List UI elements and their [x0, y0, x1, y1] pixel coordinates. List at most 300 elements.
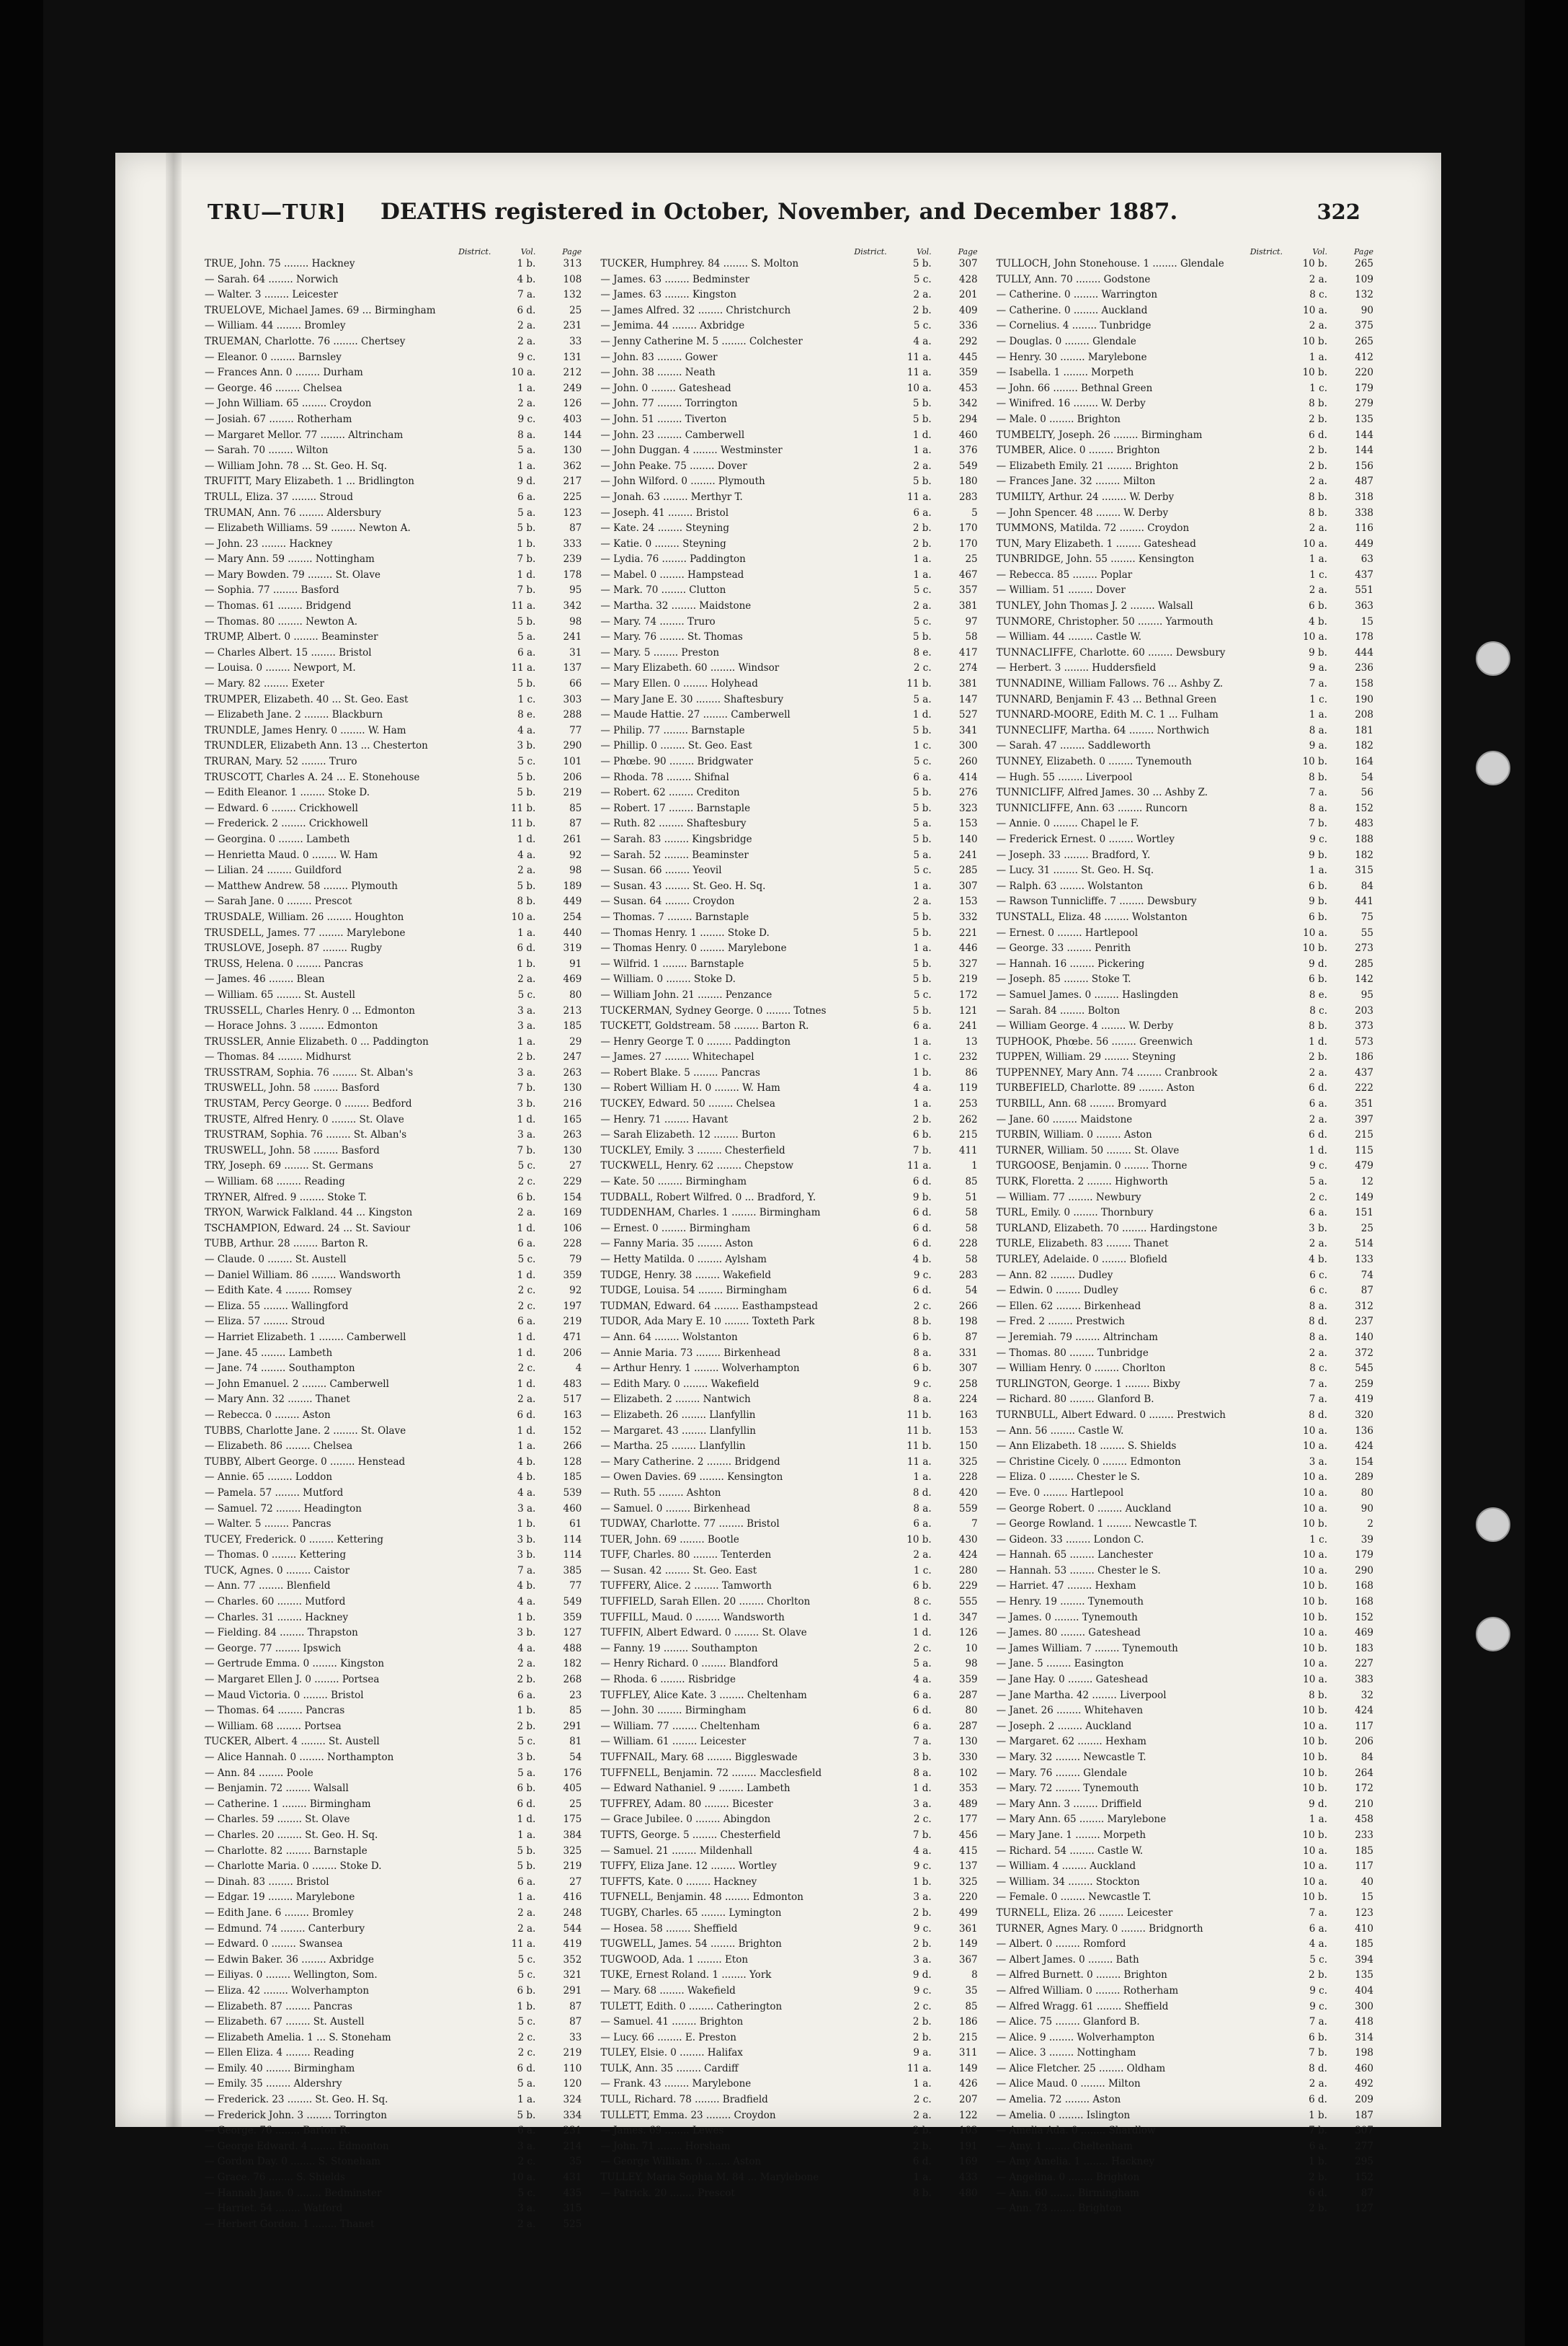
register-entry	[600, 1672, 977, 1688]
entry-volume: 3 a.	[913, 1953, 932, 1966]
entry-name: — George. 33 ........ Penrith	[996, 942, 1131, 955]
entry-page: 109	[1355, 273, 1373, 285]
register-entry	[205, 1502, 582, 1517]
entry-name: — Arthur Henry. 1 ........ Wolverhampton	[600, 1362, 800, 1375]
entry-page: 142	[1355, 973, 1373, 986]
entry-volume: 9 c.	[517, 351, 536, 363]
entry-name: — Claude. 0 ........ St. Austell	[205, 1254, 347, 1265]
entry-name: — Jemima. 44 ........ Axbridge	[600, 320, 745, 332]
entry-page: 92	[569, 1285, 582, 1297]
entry-page: 342	[563, 600, 582, 612]
entry-volume: 10 a.	[1303, 1564, 1327, 1576]
register-entry	[997, 1252, 1373, 1268]
register-entry	[997, 2170, 1373, 2186]
entry-volume: 10 a.	[1303, 1845, 1327, 1857]
register-entry	[600, 1392, 977, 1408]
entry-volume: 9 a.	[913, 2047, 932, 2059]
entry-name: — William John. 78 ... St. Geo. H. Sq.	[205, 460, 388, 472]
entry-name: — James. 0 ........ Tynemouth	[996, 1611, 1138, 1623]
entry-page: 35	[569, 2156, 582, 2168]
entry-name: — Horace Johns. 3 ........ Edmonton	[205, 1020, 378, 1032]
entry-volume: 3 a.	[517, 1129, 536, 1141]
register-entry	[205, 1221, 582, 1237]
entry-page: 144	[1355, 445, 1373, 457]
register-entry	[205, 257, 582, 272]
register-entry	[997, 1968, 1373, 1984]
entry-volume: 9 c.	[1309, 1984, 1327, 1997]
entry-volume: 8 e.	[913, 646, 932, 659]
entry-name: TUCKETT, Goldstream. 58 ........ Barton R.	[600, 1020, 809, 1032]
entry-page: 433	[958, 2172, 978, 2184]
entry-volume: 10 b.	[1302, 1736, 1327, 1748]
register-entry	[997, 1875, 1373, 1891]
entry-volume: 6 a.	[517, 1316, 536, 1328]
register-entry	[997, 1502, 1373, 1517]
index-column-3	[997, 245, 1373, 2232]
entry-page: 254	[563, 911, 582, 923]
register-entry	[600, 1455, 977, 1471]
entry-volume: 1 b.	[912, 1066, 932, 1079]
entry-volume: 11 b.	[906, 1409, 932, 1421]
entry-volume: 8 b.	[912, 2187, 932, 2199]
column-heading	[600, 245, 977, 257]
entry-volume: 8 c.	[1309, 1362, 1327, 1375]
entry-page: 367	[958, 1953, 978, 1966]
entry-page: 66	[569, 678, 582, 690]
entry-page: 95	[569, 584, 582, 597]
entry-name: TURNELL, Eliza. 26 ........ Leicester	[996, 1906, 1173, 1919]
entry-name: — Mary Ann. 65 ........ Marylebone	[996, 1814, 1167, 1826]
entry-name: TUCKEY, Edward. 50 ........ Chelsea	[600, 1098, 775, 1110]
entry-volume: 5 a.	[517, 1767, 536, 1779]
entry-volume: 5 c.	[913, 989, 932, 1001]
entry-page: 323	[958, 802, 978, 814]
entry-name: — Mary. 5 ........ Preston	[600, 646, 720, 659]
entry-volume: 1 d.	[517, 1269, 536, 1281]
entry-volume: 8 c.	[913, 1596, 932, 1608]
entry-page: 410	[1355, 1922, 1373, 1935]
register-entry	[997, 1672, 1373, 1688]
entry-page: 420	[958, 1486, 978, 1499]
entry-name: TRYNER, Alfred. 9 ........ Stoke T.	[205, 1191, 367, 1203]
register-entry	[205, 521, 582, 537]
entry-name: — Edward. 6 ........ Crickhowell	[205, 802, 358, 814]
entry-name: TUNNECLIFF, Martha. 64 ........ Northwich	[996, 724, 1210, 736]
entry-volume: 2 b.	[912, 1113, 932, 1125]
entry-volume: 2 a.	[517, 1658, 536, 1670]
entry-volume: 5 c.	[913, 756, 932, 767]
entry-volume: 8 e.	[1309, 989, 1327, 1001]
register-entry	[997, 459, 1373, 475]
entry-page: 539	[563, 1486, 582, 1499]
entry-name: — Thomas. 80 ........ Newton A.	[205, 615, 358, 628]
entry-volume: 8 a.	[1309, 1300, 1327, 1312]
entry-page: 80	[965, 1705, 978, 1717]
entry-volume: 11 b.	[906, 1440, 932, 1453]
register-entry	[997, 350, 1373, 366]
entry-volume: 2 b.	[517, 1674, 536, 1686]
entry-volume: 2 a.	[517, 1207, 536, 1219]
entry-page: 219	[563, 2047, 582, 2059]
entry-volume: 10 a.	[1303, 538, 1327, 550]
entry-name: — Ann. 82 ........ Dudley	[996, 1269, 1113, 1281]
entry-name: — Eliza. 0 ........ Chester le S.	[996, 1471, 1140, 1484]
entry-volume: 1 b.	[517, 958, 536, 970]
entry-page: 414	[958, 771, 978, 783]
entry-volume: 7 b.	[517, 553, 536, 566]
entry-name: — John William. 65 ........ Croydon	[205, 398, 372, 410]
register-entry	[205, 1734, 582, 1750]
register-entry	[600, 1486, 977, 1502]
entry-page: 444	[1355, 646, 1373, 659]
register-entry	[997, 646, 1373, 661]
entry-page: 445	[958, 351, 978, 363]
entry-page: 212	[563, 367, 582, 379]
entry-volume: 4 a.	[913, 335, 932, 347]
entry-name: — Angelina. 0 ........ Brighton	[996, 2172, 1140, 2184]
register-entry	[205, 816, 582, 832]
register-entry	[997, 785, 1373, 801]
entry-name: TUFF, Charles. 80 ........ Tenterden	[600, 1549, 772, 1561]
register-entry	[997, 910, 1373, 926]
entry-name: — Maud Victoria. 0 ........ Bristol	[205, 1689, 364, 1701]
entry-name: TUFFNELL, Benjamin. 72 ........ Macclesfield	[600, 1767, 822, 1779]
entry-page: 431	[563, 2172, 582, 2184]
entry-page: 258	[958, 1378, 978, 1390]
entry-page: 265	[1355, 258, 1373, 269]
entry-name: — William George. 4 ........ W. Derby	[996, 1020, 1174, 1032]
register-entry	[205, 474, 582, 490]
register-entry	[600, 1035, 977, 1051]
register-entry	[600, 568, 977, 584]
entry-page: 117	[1355, 1720, 1373, 1732]
entry-page: 287	[958, 1689, 978, 1701]
register-entry	[997, 739, 1373, 754]
register-entry	[205, 1035, 582, 1051]
entry-page: 140	[958, 833, 978, 845]
entry-page: 381	[958, 678, 978, 690]
entry-volume: 6 a.	[517, 646, 536, 659]
entry-volume: 1 c.	[1309, 1533, 1327, 1546]
entry-page: 33	[569, 2031, 582, 2043]
entry-page: 168	[1355, 1596, 1373, 1608]
entry-page: 185	[563, 1471, 582, 1484]
entry-page: 169	[958, 2156, 978, 2168]
register-entry	[600, 1408, 977, 1424]
entry-page: 353	[958, 1783, 978, 1795]
entry-page: 23	[569, 1689, 582, 1701]
register-entry	[997, 1236, 1373, 1252]
entry-page: 116	[1355, 522, 1373, 535]
entry-page: 144	[563, 429, 582, 441]
entry-page: 81	[569, 1736, 582, 1748]
binder-hole	[1476, 1617, 1510, 1651]
entry-name: TUFNELL, Benjamin. 48 ........ Edmonton	[600, 1891, 803, 1904]
entry-volume: 2 b.	[517, 1720, 536, 1732]
entry-page: 127	[1355, 2203, 1373, 2215]
register-entry	[997, 1299, 1373, 1315]
entry-page: 32	[1360, 1689, 1373, 1701]
entry-page: 117	[1355, 1860, 1373, 1873]
register-entry	[205, 785, 582, 801]
entry-volume: 6 a.	[517, 491, 536, 503]
register-entry	[997, 1112, 1373, 1128]
entry-page: 54	[965, 1285, 978, 1297]
entry-volume: 8 a.	[1309, 802, 1327, 814]
entry-page: 225	[563, 491, 582, 503]
entry-volume: 7 a.	[1309, 1906, 1327, 1919]
register-entry	[997, 1922, 1373, 1937]
entry-volume: 11 a.	[906, 491, 932, 503]
entry-volume: 5 b.	[517, 1845, 536, 1857]
entry-volume: 8 d.	[1309, 2062, 1327, 2074]
register-entry	[600, 1641, 977, 1657]
binder-hole	[1476, 641, 1510, 676]
entry-volume: 4 a.	[913, 1082, 932, 1094]
entry-name: TUGBY, Charles. 65 ........ Lymington	[600, 1906, 782, 1919]
entry-name: — Samuel. 41 ........ Brighton	[600, 2016, 744, 2028]
entry-volume: 8 b.	[517, 896, 536, 908]
register-entry	[205, 1112, 582, 1128]
entry-page: 479	[1355, 1160, 1373, 1172]
entry-page: 92	[569, 849, 582, 861]
register-entry	[600, 1797, 977, 1813]
entry-name: TRUELOVE, Michael James. 69 ... Birmingham	[205, 304, 436, 316]
entry-page: 294	[958, 413, 978, 425]
entry-name: — Douglas. 0 ........ Glendale	[996, 335, 1136, 347]
entry-name: — Albert. 0 ........ Romford	[996, 1938, 1126, 1950]
entry-volume: 5 b.	[912, 958, 932, 970]
register-entry	[205, 1641, 582, 1657]
entry-volume: 2 c.	[517, 2156, 536, 2168]
entry-page: 201	[958, 289, 978, 301]
register-entry	[205, 910, 582, 926]
entry-name: — John Spencer. 48 ........ W. Derby	[996, 507, 1169, 519]
entry-name: — Thomas. 7 ........ Barnstaple	[600, 911, 749, 923]
entry-volume: 4 a.	[517, 724, 536, 736]
entry-page: 363	[1355, 600, 1373, 612]
register-entry	[600, 1190, 977, 1206]
entry-page: 307	[958, 1362, 978, 1375]
register-entry	[205, 506, 582, 522]
entry-page: 357	[958, 584, 978, 597]
entry-volume: 10 a.	[1303, 1502, 1327, 1515]
register-entry	[997, 1517, 1373, 1533]
register-entry	[997, 1953, 1373, 1968]
register-entry	[997, 287, 1373, 303]
register-entry	[205, 1595, 582, 1610]
entry-volume: 2 a.	[517, 320, 536, 332]
entry-name: TUFFIELD, Sarah Ellen. 20 ........ Chorlton	[600, 1596, 811, 1608]
register-entry	[205, 630, 582, 646]
entry-volume: 3 a.	[913, 1891, 932, 1904]
entry-name: TRUMAN, Ann. 76 ........ Aldersbury	[205, 507, 381, 519]
entry-volume: 2 b.	[517, 1051, 536, 1063]
entry-name: TUNNACLIFFE, Charlotte. 60 ........ Dewsbury	[996, 646, 1226, 659]
column-heading	[997, 245, 1373, 257]
entry-volume: 2 a.	[1309, 476, 1327, 488]
register-entry	[600, 365, 977, 381]
entry-name: — James. 27 ........ Whitechapel	[600, 1051, 754, 1063]
entry-page: 332	[958, 911, 978, 923]
entry-volume: 1 d.	[517, 1331, 536, 1343]
entry-volume: 6 a.	[1309, 2140, 1327, 2152]
entry-volume: 6 b.	[517, 1191, 536, 1203]
entry-volume: 2 b.	[912, 2125, 932, 2137]
entry-page: 430	[958, 1533, 978, 1546]
register-entry	[205, 2186, 582, 2202]
register-entry	[205, 1922, 582, 1937]
entry-volume: 8 a.	[913, 1393, 932, 1406]
entry-page: 188	[1355, 833, 1373, 845]
entry-name: TRUSLOVE, Joseph. 87 ........ Rugby	[205, 942, 383, 955]
entry-volume: 3 b.	[912, 1752, 932, 1763]
entry-name: TURLINGTON, George. 1 ........ Bixby	[996, 1378, 1180, 1390]
entry-volume: 11 a.	[906, 1160, 932, 1172]
entry-page: 144	[1355, 429, 1373, 441]
entry-page: 156	[1355, 460, 1373, 472]
entry-name: — Sarah Elizabeth. 12 ........ Burton	[600, 1129, 776, 1141]
entry-page: 325	[958, 1455, 978, 1468]
entry-name: — Mary Ann. 59 ........ Nottingham	[205, 553, 375, 566]
entry-name: — Sarah. 83 ........ Kingsbridge	[600, 833, 752, 845]
entry-name: — Joseph. 41 ........ Bristol	[600, 507, 729, 519]
register-entry	[997, 537, 1373, 553]
register-entry	[997, 272, 1373, 288]
entry-page: 185	[563, 1020, 582, 1032]
entry-name: TURBIN, William. 0 ........ Aston	[996, 1129, 1152, 1141]
entry-name: — Edwin Baker. 36 ........ Axbridge	[205, 1953, 374, 1966]
register-entry	[997, 568, 1373, 584]
entry-volume: 10 a.	[511, 367, 536, 379]
entry-page: 123	[563, 507, 582, 519]
entry-volume: 4 a.	[913, 1845, 932, 1857]
entry-name: TRUSDALE, William. 26 ........ Houghton	[205, 911, 404, 923]
entry-page: 334	[563, 2109, 582, 2121]
register-entry	[600, 1953, 977, 1968]
register-entry	[205, 303, 582, 319]
entry-page: 137	[563, 662, 582, 674]
register-entry	[205, 2077, 582, 2092]
entry-page: 424	[1355, 1705, 1373, 1717]
entry-name: — Fanny. 19 ........ Southampton	[600, 1642, 758, 1654]
entry-page: 241	[958, 1020, 978, 1032]
entry-name: — Maude Hattie. 27 ........ Camberwell	[600, 709, 790, 721]
register-entry	[600, 1299, 977, 1315]
entry-volume: 11 a.	[906, 1455, 932, 1468]
entry-name: — Samuel. 21 ........ Mildenhall	[600, 1845, 753, 1857]
entry-volume: 2 b.	[912, 538, 932, 550]
entry-name: — John. 0 ........ Gateshead	[600, 382, 731, 394]
register-entry	[205, 894, 582, 910]
film-edge-left	[0, 0, 43, 2346]
register-entry	[997, 1766, 1373, 1782]
register-entry	[997, 692, 1373, 708]
register-entry	[205, 988, 582, 1004]
entry-volume: 5 a.	[913, 693, 932, 705]
register-entry	[600, 1377, 977, 1393]
register-entry	[600, 1703, 977, 1719]
entry-page: 236	[1355, 662, 1373, 674]
entry-name: TRUSDELL, James. 77 ........ Marylebone	[205, 927, 406, 939]
register-entry	[205, 272, 582, 288]
entry-volume: 9 a.	[1309, 662, 1327, 674]
entry-name: TULLY, Ann. 70 ........ Godstone	[996, 273, 1151, 285]
entry-name: TRUSSLER, Annie Elizabeth. 0 ... Paddington	[205, 1035, 429, 1048]
entry-name: TUGWELL, James. 54 ........ Brighton	[600, 1938, 782, 1950]
entry-volume: 1 d.	[517, 1814, 536, 1826]
entry-name: TUDDENHAM, Charles. 1 ........ Birmingham	[600, 1207, 821, 1219]
entry-volume: 3 b.	[517, 1098, 536, 1110]
entry-page: 108	[563, 273, 582, 285]
entry-volume: 5 b.	[912, 973, 932, 986]
entry-page: 86	[965, 1066, 978, 1079]
entry-volume: 2 a.	[913, 460, 932, 472]
entry-volume: 1 b.	[517, 1518, 536, 1530]
entry-page: 287	[958, 1720, 978, 1732]
entry-name: TUNLEY, John Thomas J. 2 ........ Walsall	[996, 600, 1193, 612]
register-entry	[205, 1190, 582, 1206]
entry-volume: 1 a.	[913, 1471, 932, 1484]
entry-name: TUDGE, Louisa. 54 ........ Birmingham	[600, 1285, 788, 1297]
entry-name: — Owen Davies. 69 ........ Kensington	[600, 1471, 783, 1484]
entry-volume: 5 c.	[517, 756, 536, 767]
register-entry	[600, 988, 977, 1004]
register-entry	[997, 894, 1373, 910]
entry-volume: 6 b.	[912, 1129, 932, 1141]
register-entry	[997, 318, 1373, 334]
register-entry	[600, 2108, 977, 2124]
register-entry	[205, 1081, 582, 1097]
entry-volume: 2 b.	[1309, 1969, 1327, 1981]
entry-volume: 10 b.	[1302, 1705, 1327, 1717]
entry-volume: 5 b.	[912, 631, 932, 643]
register-entry	[997, 1533, 1373, 1548]
entry-page: 253	[958, 1098, 978, 1110]
entry-page: 247	[563, 1051, 582, 1063]
entry-name: — Ernest. 0 ........ Birmingham	[600, 1222, 751, 1234]
entry-page: 285	[1355, 958, 1373, 970]
entry-page: 61	[569, 1518, 582, 1530]
entry-volume: 2 a.	[913, 1549, 932, 1561]
page-heading: Page	[958, 247, 978, 257]
entry-volume: 6 c.	[1309, 1285, 1327, 1297]
register-entry	[600, 1097, 977, 1112]
entry-page: 347	[958, 1611, 978, 1623]
entry-page: 203	[1355, 1004, 1373, 1017]
entry-name: TURNER, Agnes Mary. 0 ........ Bridgnorth	[996, 1922, 1203, 1935]
register-entry	[997, 1143, 1373, 1159]
entry-volume: 2 b.	[1309, 460, 1327, 472]
register-entry	[997, 1610, 1373, 1626]
entry-name: TUNNICLIFFE, Ann. 63 ........ Runcorn	[996, 802, 1188, 814]
entry-page: 219	[563, 1860, 582, 1873]
entry-name: — Charles. 60 ........ Mutford	[205, 1596, 346, 1608]
register-entry	[600, 474, 977, 490]
register-entry	[205, 723, 582, 739]
entry-page: 8	[971, 1969, 978, 1981]
register-entry	[205, 863, 582, 879]
entry-volume: 4 b.	[912, 1254, 932, 1265]
register-entry	[205, 677, 582, 692]
register-entry	[600, 1502, 977, 1517]
entry-page: 130	[563, 1082, 582, 1094]
entry-page: 85	[569, 1705, 582, 1717]
entry-page: 321	[563, 1969, 582, 1981]
entry-page: 103	[958, 2125, 978, 2137]
entry-name: — John. 51 ........ Tiverton	[600, 413, 727, 425]
entry-page: 151	[1355, 1207, 1373, 1219]
